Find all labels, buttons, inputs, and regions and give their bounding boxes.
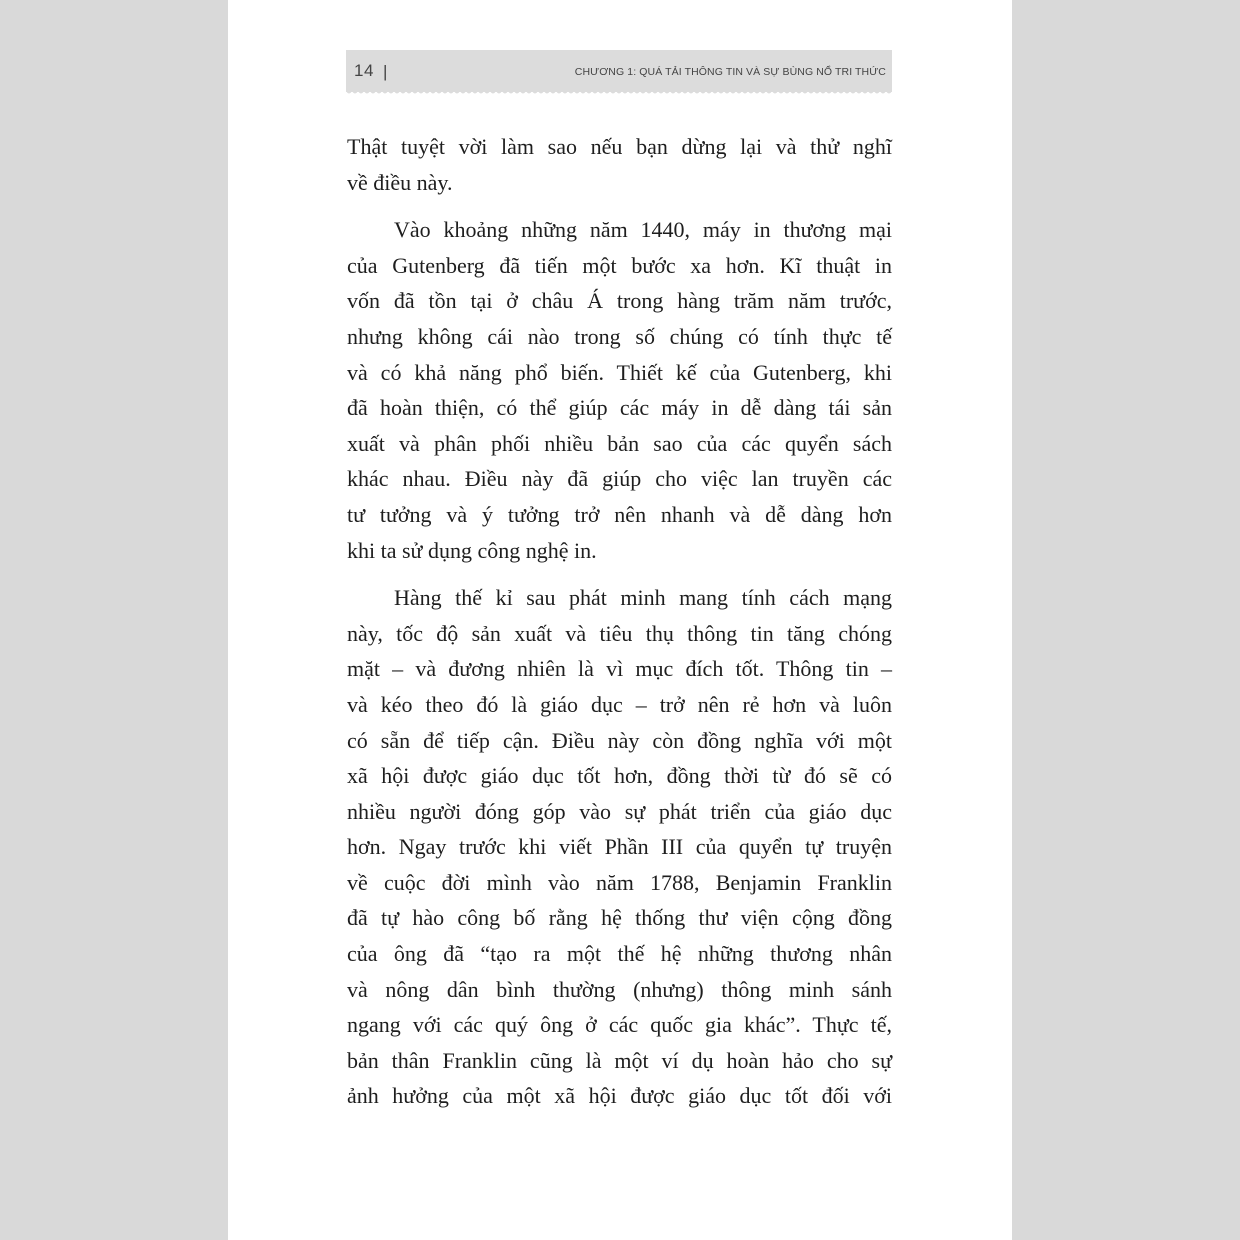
text-line: về điều này. (347, 169, 453, 195)
header-separator: | (383, 62, 388, 81)
text-line: Hàng thế kỉ sau phát minh mang tính cách mạng (394, 585, 892, 611)
text-line: xuất và phân phối nhiều bản sao của các quyển sách (347, 430, 892, 456)
text-line: nhưng không cái nào trong số chúng có tính thực tế (347, 323, 892, 349)
text-line: tư tưởng và ý tưởng trở nên nhanh và dễ dàng hơn (347, 501, 892, 527)
text-line: ngang với các quý ông ở các quốc gia khác”. Thực tế, (347, 1012, 892, 1038)
text-line: và nông dân bình thường (nhưng) thông minh sánh (347, 976, 892, 1002)
paragraph-2 (347, 212, 892, 568)
text-line: của ông đã “tạo ra một thế hệ những thương nhân (347, 941, 892, 967)
chapter-title: CHƯƠNG 1: QUÁ TẢI THÔNG TIN VÀ SỰ BÙNG NỔ TRI THỨC (574, 66, 886, 78)
text-line: về cuộc đời mình vào năm 1788, Benjamin Franklin (347, 869, 892, 895)
text-line: bản thân Franklin cũng là một ví dụ hoàn hảo cho sự (347, 1047, 892, 1073)
text-line: xã hội được giáo dục tốt hơn, đồng thời từ đó sẽ có (347, 763, 892, 789)
text-line: Vào khoảng những năm 1440, máy in thương mại (394, 217, 892, 243)
text-line: nhiều người đóng góp vào sự phát triển của giáo dục (347, 798, 892, 824)
text-line: này, tốc độ sản xuất và tiêu thụ thông tin tăng chóng (347, 620, 892, 646)
text-line: Thật tuyệt vời làm sao nếu bạn dừng lại và thử nghĩ (347, 134, 892, 159)
text-line: có sẵn để tiếp cận. Điều này còn đồng nghĩa với một (347, 727, 892, 753)
text-line: và kéo theo đó là giáo dục – trở nên rẻ hơn và luôn (347, 691, 892, 717)
text-line: của Gutenberg đã tiến một bước xa hơn. Kĩ thuật in (347, 252, 892, 278)
text-line: và có khả năng phổ biến. Thiết kế của Gutenberg, khi (347, 359, 892, 385)
text-line: khi ta sử dụng công nghệ in. (347, 537, 597, 563)
paragraph-1 (347, 129, 892, 200)
page-number: 14 (354, 61, 374, 80)
text-line: ảnh hưởng của một xã hội được giáo dục tốt đối với (347, 1083, 892, 1109)
book-page (228, 0, 1012, 1240)
body-text (347, 129, 892, 1114)
text-line: đã tự hào công bố rằng hệ thống thư viện cộng đồng (347, 905, 892, 931)
paragraph-3 (347, 580, 892, 1114)
text-line: mặt – và đương nhiên là vì mục đích tốt. Thông tin – (347, 656, 892, 682)
text-line: hơn. Ngay trước khi viết Phần III của quyển tự truyện (347, 834, 892, 860)
text-line: khác nhau. Điều này đã giúp cho việc lan truyền các (347, 466, 892, 492)
text-line: vốn đã tồn tại ở châu Á trong hàng trăm năm trước, (347, 288, 892, 314)
text-line: đã hoàn thiện, có thể giúp các máy in dễ dàng tái sản (347, 395, 892, 421)
running-header (346, 50, 892, 92)
